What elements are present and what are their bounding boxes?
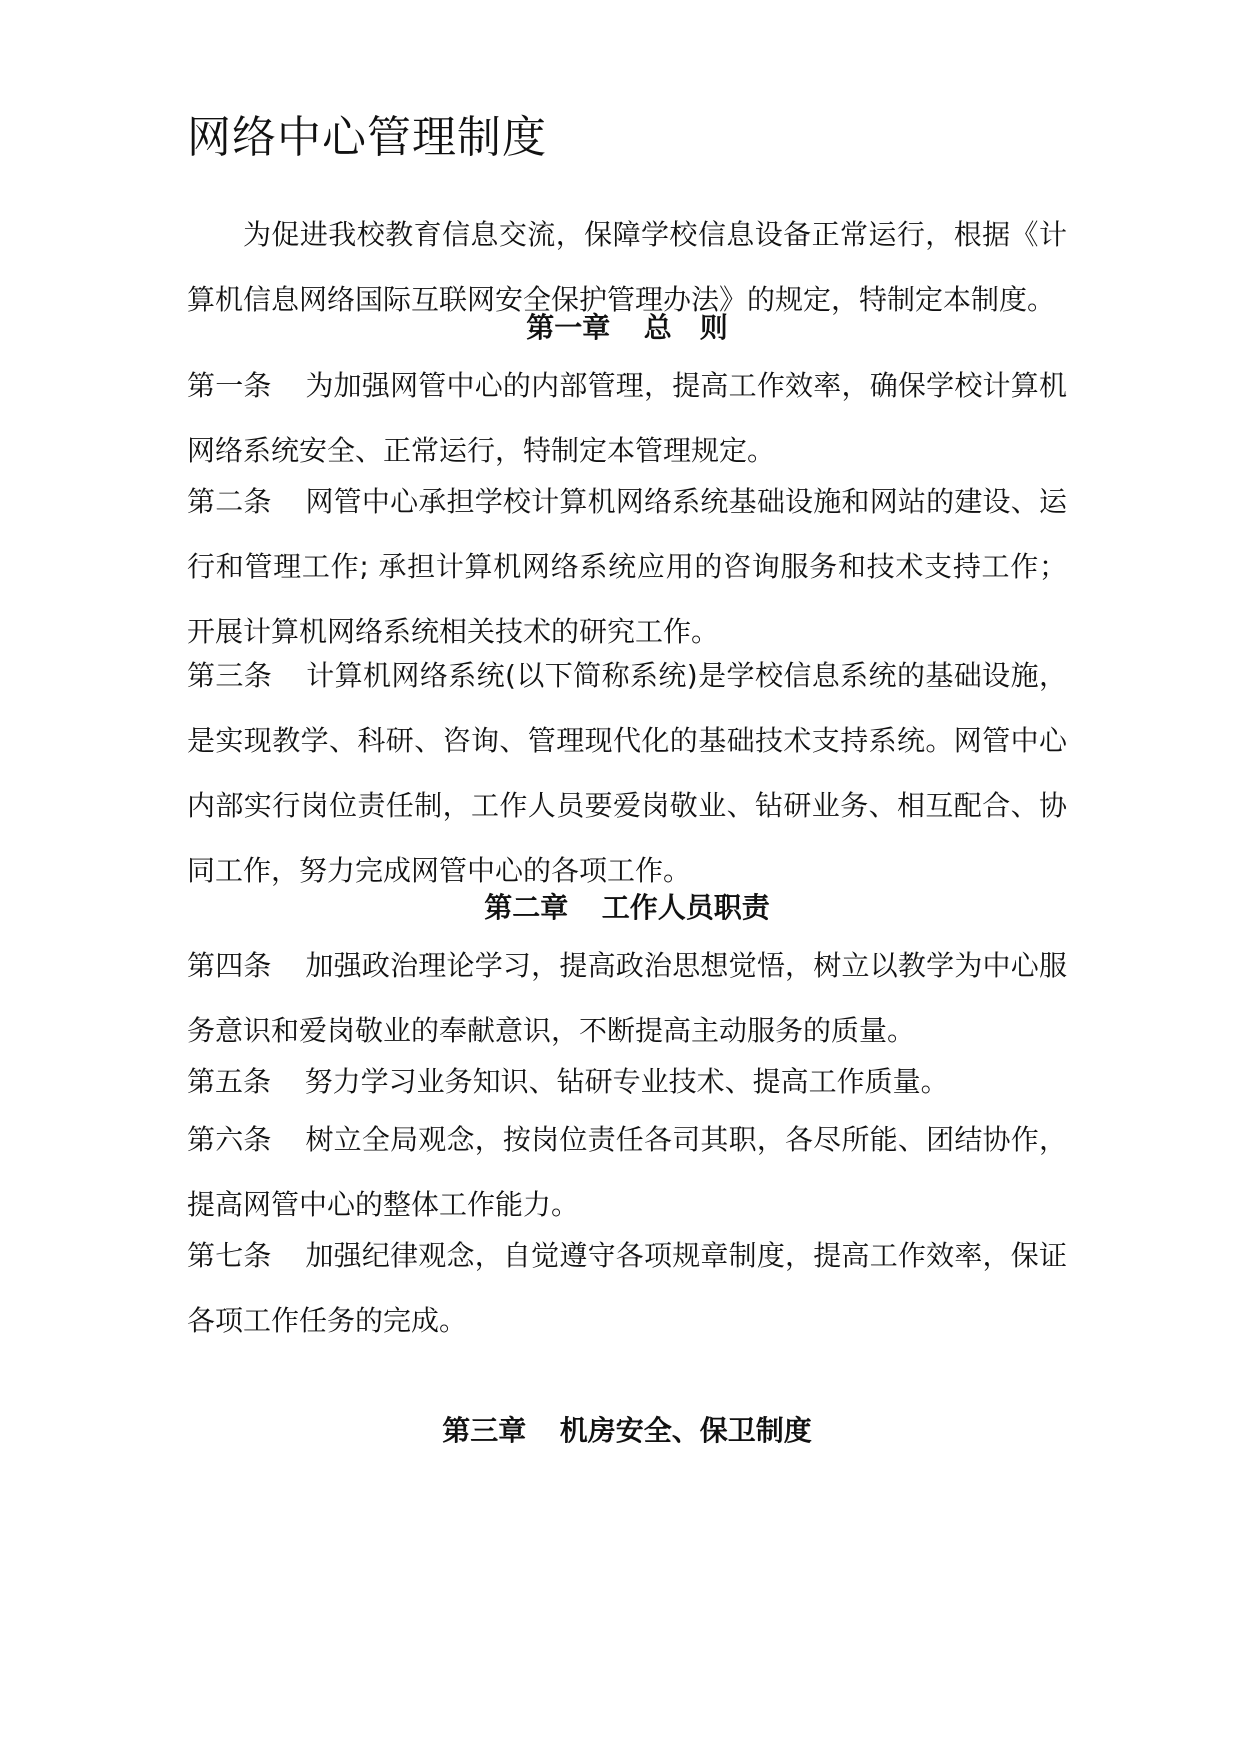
chapter-1-heading [187,295,1067,360]
chapter-1-number: 第一章 [526,311,611,344]
article-4-label: 第四条 [187,949,272,982]
article-5-text: 努力学习业务知识、钻研专业技术、提高工作质量。 [304,1065,949,1098]
chapter-3-number: 第三章 [442,1414,527,1447]
article-7 [187,1223,1067,1353]
chapter-2-name: 工作人员职责 [601,891,770,924]
article-6-text: 树立全局观念，按岗位责任各司其职，各尽所能、团结协作，提高网管中心的整体工作能力。 [187,1123,1067,1221]
article-2-text: 网管中心承担学校计算机网络系统基础设施和网站的建设、运行和管理工作; 承担计算机网络系统应用的咨询服务和技术支持工作；开展计算机网络系统相关技术的研究工作。 [187,485,1067,648]
article-1-text: 为加强网管中心的内部管理，提高工作效率，确保学校计算机网络系统安全、正常运行，特制定本管理规定。 [187,369,1067,467]
article-5 [187,1049,1067,1114]
chapter-2-heading [187,875,1067,940]
article-2 [187,469,1067,664]
article-6-label: 第六条 [187,1123,272,1156]
article-5-label: 第五条 [187,1065,272,1098]
article-4-text: 加强政治理论学习，提高政治思想觉悟，树立以教学为中心服务意识和爱岗敬业的奉献意识，不断提高主动服务的质量。 [187,949,1067,1047]
article-1-label: 第一条 [187,369,272,402]
article-7-text: 加强纪律观念，自觉遵守各项规章制度，提高工作效率，保证各项工作任务的完成。 [187,1239,1067,1337]
chapter-1-name: 总 则 [643,311,728,344]
chapter-3-heading [187,1398,1067,1463]
article-3-text: 计算机网络系统(以下简称系统)是学校信息系统的基础设施，是实现教学、科研、咨询、管理现代化的基础技术支持系统。网管中心内部实行岗位责任制，工作人员要爱岗敬业、钻研业务、相互配合、协同工作，努力完成网管中心的各项工作。 [187,659,1067,887]
intro-paragraph: 为促进我校教育信息交流，保障学校信息设备正常运行，根据《计算机信息网络国际互联网安全保护管理办法》的规定，特制定本制度。 [187,218,1067,316]
article-6 [187,1107,1067,1237]
chapter-2-number: 第二章 [484,891,569,924]
article-1 [187,353,1067,483]
article-4 [187,933,1067,1063]
article-3 [187,643,1067,903]
document-title: 网络中心管理制度 [187,112,547,163]
chapter-3-name: 机房安全、保卫制度 [559,1414,812,1447]
article-7-label: 第七条 [187,1239,272,1272]
article-2-label: 第二条 [187,485,272,518]
article-3-label: 第三条 [187,659,273,692]
